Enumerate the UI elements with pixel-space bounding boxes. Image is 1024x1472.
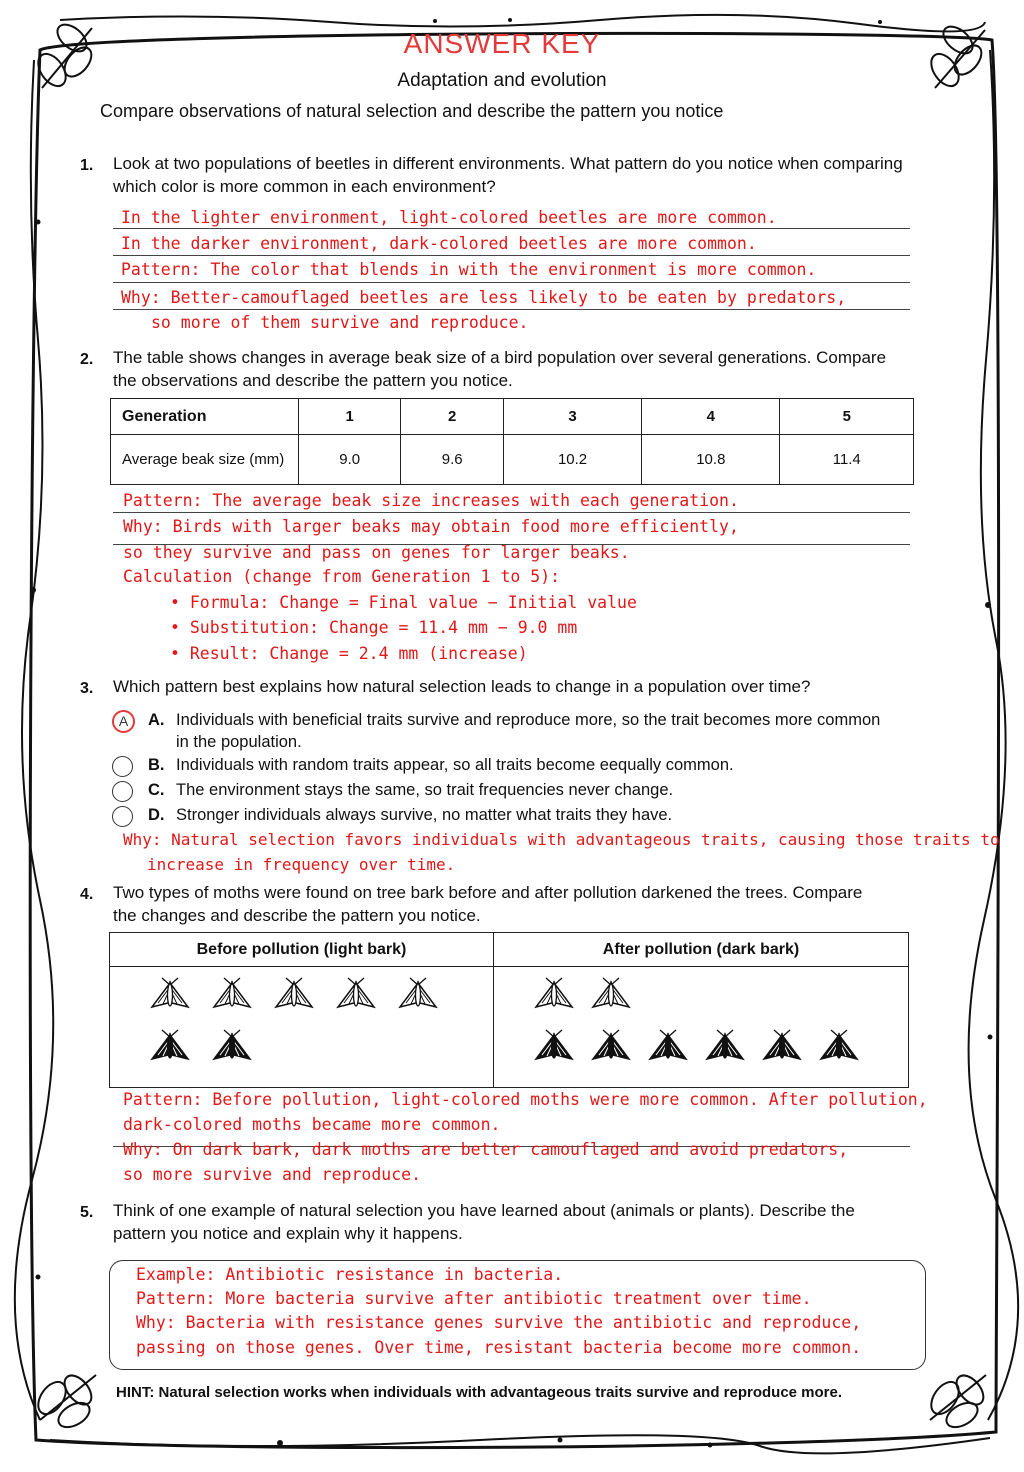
- table-cell: 10.2: [503, 435, 641, 485]
- answer-line: so more survive and reproduce.: [123, 1165, 422, 1184]
- hint-text: HINT: Natural selection works when individuals with advantageous traits survive and reproduce more.: [116, 1384, 843, 1401]
- table-cell: 10.8: [642, 435, 780, 485]
- answer-line: Why: Birds with larger beaks may obtain food more efficiently,: [123, 517, 739, 536]
- light-moth-icon: [212, 977, 252, 1011]
- answer-line: increase in frequency over time.: [147, 855, 456, 874]
- option-a-radio[interactable]: A: [112, 710, 135, 733]
- answer-line: Calculation (change from Generation 1 to 5):: [123, 567, 561, 586]
- question-text: Which pattern best explains how natural selection leads to change in a population over time?: [113, 677, 811, 696]
- answer-line: Why: Bacteria with resistance genes survive the antibiotic and reproduce,: [136, 1313, 862, 1332]
- dark-moth-icon: [762, 1029, 802, 1063]
- page-subtitle: Adaptation and evolution: [397, 70, 607, 91]
- page-title: ANSWER KEY: [403, 28, 601, 59]
- before-pollution-header: Before pollution (light bark): [110, 933, 493, 967]
- answer-line: Pattern: The color that blends in with the environment is more common.: [121, 260, 817, 279]
- dark-moth-icon: [150, 1029, 190, 1063]
- table-cell: 9.6: [401, 435, 503, 485]
- bullet-item: • Substitution: Change = 11.4 mm − 9.0 mm: [170, 618, 578, 637]
- option-b-radio[interactable]: [112, 756, 133, 777]
- table-cell: 3: [503, 399, 641, 435]
- dark-moth-icon: [591, 1029, 631, 1063]
- answer-line: dark-colored moths became more common.: [123, 1115, 501, 1134]
- dark-moth-icon: [648, 1029, 688, 1063]
- answer-line: In the darker environment, dark-colored beetles are more common.: [121, 234, 757, 253]
- table-cell: 4: [642, 399, 780, 435]
- light-moth-icon: [398, 977, 438, 1011]
- moth-table: [109, 932, 909, 1088]
- answer-line: Why: On dark bark, dark moths are better camouflaged and avoid predators,: [123, 1140, 849, 1159]
- question-number: 1.: [80, 157, 94, 174]
- question-number: 3.: [80, 680, 94, 697]
- question-number: 2.: [80, 351, 94, 368]
- table-cell: 1: [299, 399, 401, 435]
- table-cell: 9.0: [299, 435, 401, 485]
- bullet-item: • Formula: Change = Final value − Initial value: [170, 593, 637, 612]
- question-number: 4.: [80, 886, 94, 903]
- answer-line: so more of them survive and reproduce.: [151, 313, 529, 332]
- question-number: 5.: [80, 1204, 94, 1221]
- question-text: The table shows changes in average beak size of a bird population over several generations. Compare the observations and describe the pattern you notice.: [113, 348, 887, 390]
- answer-line: Why: Better-camouflaged beetles are less likely to be eaten by predators,: [121, 288, 847, 307]
- table-cell: 2: [401, 399, 503, 435]
- light-moth-icon: [274, 977, 314, 1011]
- option-d-radio[interactable]: [112, 806, 133, 827]
- beak-size-table: [110, 398, 914, 485]
- table-header-generation: Generation: [111, 399, 299, 435]
- light-moth-icon: [534, 977, 574, 1011]
- answer-line: Why: Natural selection favors individuals with advantageous traits, causing those traits to: [123, 830, 1000, 849]
- question-text: Look at two populations of beetles in different environments. What pattern do you notice when comparing which color is more common in each environment?: [113, 154, 903, 196]
- answer-line: passing on those genes. Over time, resistant bacteria become more common.: [136, 1338, 862, 1357]
- answer-line: Pattern: More bacteria survive after antibiotic treatment over time.: [136, 1289, 812, 1308]
- dark-moth-icon: [212, 1029, 252, 1063]
- dark-moth-icon: [534, 1029, 574, 1063]
- table-cell: 5: [780, 399, 914, 435]
- dark-moth-icon: [819, 1029, 859, 1063]
- dark-moth-icon: [705, 1029, 745, 1063]
- answer-line: In the lighter environment, light-colored beetles are more common.: [121, 208, 777, 227]
- table-header-beak-size: Average beak size (mm): [111, 435, 299, 485]
- after-pollution-header: After pollution (dark bark): [494, 933, 908, 967]
- answer-line: Example: Antibiotic resistance in bacteria.: [136, 1265, 564, 1284]
- answer-line: Pattern: The average beak size increases with each generation.: [123, 491, 739, 510]
- light-moth-icon: [591, 977, 631, 1011]
- instructions: Compare observations of natural selection and describe the pattern you notice: [100, 101, 724, 121]
- bullet-item: • Result: Change = 2.4 mm (increase): [170, 644, 528, 663]
- question-text: Two types of moths were found on tree bark before and after pollution darkened the trees. Compare the changes and describe the pattern you notice.: [113, 883, 863, 925]
- option-c-radio[interactable]: [112, 781, 133, 802]
- question-text: Think of one example of natural selection you have learned about (animals or plants). Describe the pattern you notice and explain why it happens.: [113, 1201, 855, 1243]
- table-cell: 11.4: [780, 435, 914, 485]
- answer-line: Pattern: Before pollution, light-colored moths were more common. After pollution,: [123, 1090, 928, 1109]
- answer-line: so they survive and pass on genes for larger beaks.: [123, 543, 630, 562]
- light-moth-icon: [150, 977, 190, 1011]
- light-moth-icon: [336, 977, 376, 1011]
